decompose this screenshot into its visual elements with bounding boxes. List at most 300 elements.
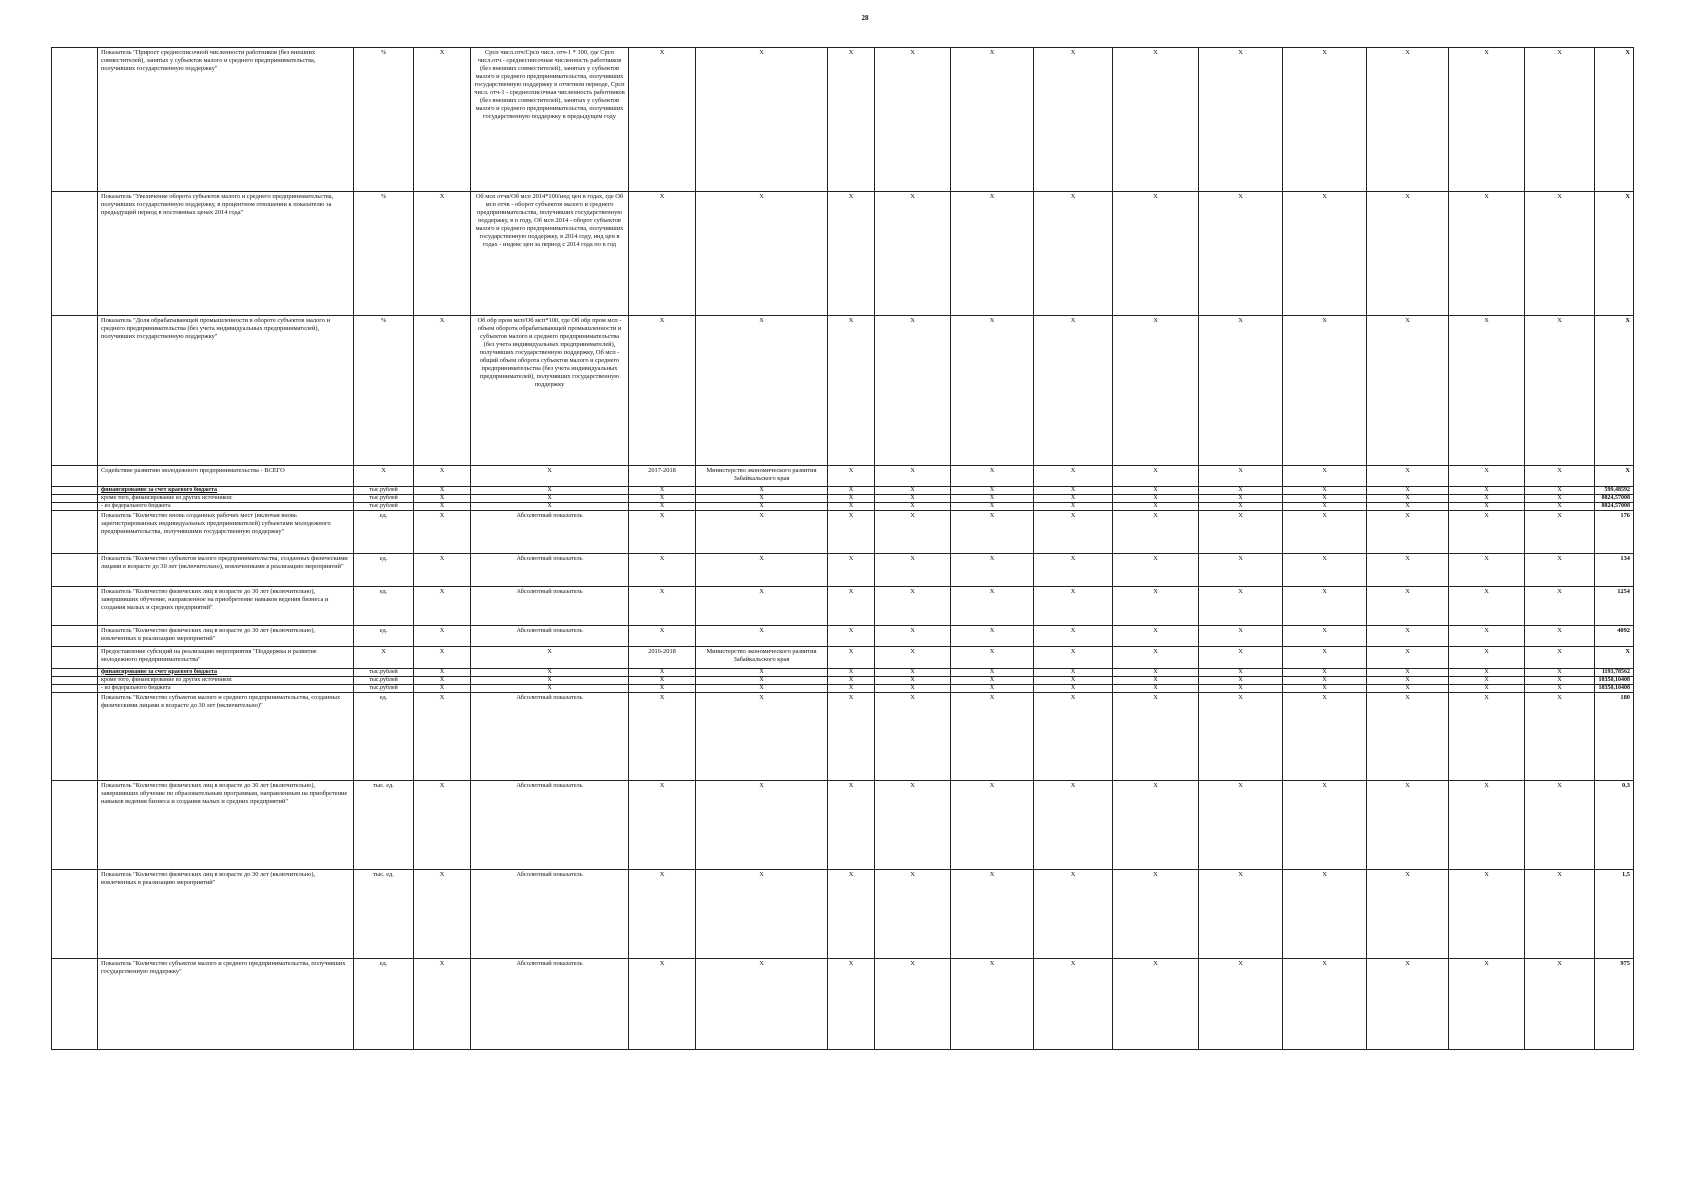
year-value-cell: X — [828, 587, 875, 626]
year-value-cell: X — [1525, 626, 1595, 647]
year-value-cell: X — [1113, 315, 1199, 465]
row-number-cell — [52, 668, 98, 676]
year-value-cell: X — [1525, 315, 1595, 465]
year-value-cell: X — [1449, 315, 1525, 465]
indicator-name-cell: Показатель "Количество субъектов малого предпринимательства, созданных физическими лицами в возрасте до 30 лет (включительно), вовлеченными в реализацию мероприятий" — [98, 554, 354, 587]
executor-cell: X — [696, 684, 828, 692]
unit-cell: ед. — [354, 692, 414, 780]
formula-cell: X — [471, 668, 629, 676]
row-number-cell — [52, 647, 98, 668]
table-row — [52, 587, 1634, 626]
year-value-cell: X — [1113, 647, 1199, 668]
total-cell: 0,3 — [1595, 781, 1634, 870]
year-value-cell: X — [1113, 487, 1199, 495]
year-value-cell: X — [875, 465, 951, 486]
value-cell: X — [414, 781, 471, 870]
year-value-cell: X — [1525, 870, 1595, 958]
total-cell: 975 — [1595, 958, 1634, 1049]
year-value-cell: X — [1113, 465, 1199, 486]
year-value-cell: X — [1367, 511, 1449, 554]
value-cell: X — [414, 495, 471, 503]
year-value-cell: X — [828, 647, 875, 668]
executor-cell: X — [696, 587, 828, 626]
table-row — [52, 668, 1634, 676]
year-value-cell: X — [875, 503, 951, 511]
year-value-cell: X — [828, 315, 875, 465]
period-cell: X — [629, 958, 696, 1049]
year-value-cell: X — [1367, 587, 1449, 626]
indicator-name-cell: - из федерального бюджета — [98, 503, 354, 511]
indicator-name-cell: финансирование за счет краевого бюджета — [98, 487, 354, 495]
year-value-cell: X — [1367, 48, 1449, 192]
total-cell: X — [1595, 465, 1634, 486]
year-value-cell: X — [1199, 554, 1283, 587]
year-value-cell: X — [1113, 781, 1199, 870]
period-cell: 2017-2018 — [629, 465, 696, 486]
year-value-cell: X — [875, 48, 951, 192]
executor-cell: X — [696, 503, 828, 511]
executor-cell: X — [696, 958, 828, 1049]
year-value-cell: X — [1199, 958, 1283, 1049]
year-value-cell: X — [875, 511, 951, 554]
period-cell: 2016-2018 — [629, 647, 696, 668]
year-value-cell: X — [1113, 48, 1199, 192]
year-value-cell: X — [1283, 48, 1367, 192]
year-value-cell: X — [828, 495, 875, 503]
indicator-name-cell: Показатель "Количество субъектов малого и среднего предпринимательства, созданных физическими лицами в возрасте до 30 лет (включительно)" — [98, 692, 354, 780]
year-value-cell: X — [1034, 958, 1113, 1049]
year-value-cell: X — [1283, 668, 1367, 676]
year-value-cell: X — [1283, 692, 1367, 780]
total-cell: 1254 — [1595, 587, 1634, 626]
year-value-cell: X — [1283, 626, 1367, 647]
year-value-cell: X — [951, 684, 1034, 692]
year-value-cell: X — [1034, 315, 1113, 465]
year-value-cell: X — [1283, 554, 1367, 587]
unit-cell: ед. — [354, 511, 414, 554]
year-value-cell: X — [1283, 511, 1367, 554]
year-value-cell: X — [1367, 676, 1449, 684]
formula-cell: X — [471, 487, 629, 495]
year-value-cell: X — [1283, 870, 1367, 958]
year-value-cell: X — [1449, 495, 1525, 503]
unit-cell: ед. — [354, 958, 414, 1049]
year-value-cell: X — [1449, 958, 1525, 1049]
year-value-cell: X — [875, 692, 951, 780]
page-number: 28 — [861, 14, 869, 22]
year-value-cell: X — [828, 48, 875, 192]
unit-cell: X — [354, 465, 414, 486]
year-value-cell: X — [1525, 587, 1595, 626]
year-value-cell: X — [875, 958, 951, 1049]
year-value-cell: X — [828, 870, 875, 958]
year-value-cell: X — [1199, 692, 1283, 780]
year-value-cell: X — [951, 192, 1034, 316]
total-cell: 134 — [1595, 554, 1634, 587]
year-value-cell: X — [951, 668, 1034, 676]
value-cell: X — [414, 676, 471, 684]
row-number-cell — [52, 626, 98, 647]
year-value-cell: X — [1113, 676, 1199, 684]
executor-cell: X — [696, 692, 828, 780]
indicator-name-cell: Предоставление субсидий на реализацию мероприятия "Поддержка и развитие молодежного предпринимательства" — [98, 647, 354, 668]
year-value-cell: X — [875, 487, 951, 495]
year-value-cell: X — [1367, 647, 1449, 668]
year-value-cell: X — [1525, 192, 1595, 316]
table-row — [52, 48, 1634, 192]
year-value-cell: X — [1199, 192, 1283, 316]
row-number-cell — [52, 503, 98, 511]
unit-cell: тыс.рублей — [354, 495, 414, 503]
period-cell: X — [629, 511, 696, 554]
row-number-cell — [52, 192, 98, 316]
value-cell: X — [414, 958, 471, 1049]
formula-cell: X — [471, 684, 629, 692]
indicator-name-cell: Показатель "Прирост среднесписочной численности работников (без внешних совместителей), занятых у субъектов малого и среднего предпринимательства, получивших государственную поддержку" — [98, 48, 354, 192]
formula-cell: Абсолютный показатель — [471, 870, 629, 958]
executor-cell: X — [696, 495, 828, 503]
executor-cell: Министерство экономического развития Забайкальского края — [696, 465, 828, 486]
year-value-cell: X — [1449, 503, 1525, 511]
table-row — [52, 554, 1634, 587]
year-value-cell: X — [1367, 503, 1449, 511]
year-value-cell: X — [1367, 315, 1449, 465]
table-row — [52, 487, 1634, 495]
year-value-cell: X — [1449, 465, 1525, 486]
formula-cell: Абсолютный показатель — [471, 781, 629, 870]
year-value-cell: X — [1449, 587, 1525, 626]
executor-cell: Министерство экономического развития Забайкальского края — [696, 647, 828, 668]
year-value-cell: X — [1283, 503, 1367, 511]
year-value-cell: X — [828, 192, 875, 316]
indicator-name-cell: кроме того, финансирование из других источников: — [98, 495, 354, 503]
table-row — [52, 692, 1634, 780]
year-value-cell: X — [1199, 676, 1283, 684]
indicator-name-cell: Показатель "Количество вновь созданных рабочих мест (включая вновь зарегистрированных индивидуальных предпринимателей) субъектами молодежного предпринимательства, получившими государственную поддержку" — [98, 511, 354, 554]
year-value-cell: X — [1034, 676, 1113, 684]
year-value-cell: X — [875, 781, 951, 870]
year-value-cell: X — [1113, 668, 1199, 676]
table-row — [52, 676, 1634, 684]
year-value-cell: X — [1525, 676, 1595, 684]
year-value-cell: X — [1199, 587, 1283, 626]
year-value-cell: X — [1199, 315, 1283, 465]
year-value-cell: X — [1449, 676, 1525, 684]
year-value-cell: X — [951, 958, 1034, 1049]
year-value-cell: X — [1283, 958, 1367, 1049]
executor-cell: X — [696, 554, 828, 587]
year-value-cell: X — [1199, 465, 1283, 486]
year-value-cell: X — [875, 870, 951, 958]
formula-cell: X — [471, 503, 629, 511]
indicator-name-cell: Содействие развитию молодежного предпринимательства - ВСЕГО — [98, 465, 354, 486]
year-value-cell: X — [951, 692, 1034, 780]
year-value-cell: X — [1199, 781, 1283, 870]
year-value-cell: X — [1449, 684, 1525, 692]
year-value-cell: X — [1525, 554, 1595, 587]
year-value-cell: X — [828, 503, 875, 511]
table-row — [52, 503, 1634, 511]
value-cell: X — [414, 647, 471, 668]
executor-cell: X — [696, 511, 828, 554]
indicator-name-cell: Показатель "Увеличение оборота субъектов малого и среднего предпринимательства, получивших государственную поддержку, в процентном отношении к показателю за предыдущий период в постоянных ценах 2014 года" — [98, 192, 354, 316]
year-value-cell: X — [1449, 48, 1525, 192]
row-number-cell — [52, 511, 98, 554]
year-value-cell: X — [875, 676, 951, 684]
table-row — [52, 647, 1634, 668]
executor-cell: X — [696, 668, 828, 676]
value-cell: X — [414, 668, 471, 676]
formula-cell: X — [471, 495, 629, 503]
year-value-cell: X — [1199, 668, 1283, 676]
year-value-cell: X — [1034, 503, 1113, 511]
year-value-cell: X — [951, 495, 1034, 503]
year-value-cell: X — [828, 511, 875, 554]
period-cell: X — [629, 587, 696, 626]
year-value-cell: X — [1034, 626, 1113, 647]
year-value-cell: X — [875, 554, 951, 587]
year-value-cell: X — [875, 192, 951, 316]
unit-cell: ед. — [354, 626, 414, 647]
year-value-cell: X — [1449, 781, 1525, 870]
table-row — [52, 465, 1634, 486]
year-value-cell: X — [1283, 465, 1367, 486]
year-value-cell: X — [1449, 668, 1525, 676]
year-value-cell: X — [1283, 192, 1367, 316]
indicator-name-cell: Показатель "Доля обрабатывающей промышленности в обороте субъектов малого и среднего предпринимательства (без учета индивидуальных предпринимателей), получивших государственную поддержку" — [98, 315, 354, 465]
formula-cell: Абсолютный показатель — [471, 626, 629, 647]
year-value-cell: X — [951, 647, 1034, 668]
year-value-cell: X — [1034, 554, 1113, 587]
formula-cell: Абсолютный показатель — [471, 554, 629, 587]
year-value-cell: X — [875, 626, 951, 647]
year-value-cell: X — [1283, 587, 1367, 626]
year-value-cell: X — [1449, 511, 1525, 554]
indicator-name-cell: финансирование за счет краевого бюджета — [98, 668, 354, 676]
year-value-cell: X — [1525, 487, 1595, 495]
unit-cell: тыс.рублей — [354, 487, 414, 495]
unit-cell: тыс.рублей — [354, 503, 414, 511]
year-value-cell: X — [1367, 692, 1449, 780]
total-cell: 4092 — [1595, 626, 1634, 647]
year-value-cell: X — [1034, 511, 1113, 554]
value-cell: X — [414, 870, 471, 958]
year-value-cell: X — [1525, 781, 1595, 870]
total-cell: X — [1595, 48, 1634, 192]
year-value-cell: X — [1367, 958, 1449, 1049]
year-value-cell: X — [951, 487, 1034, 495]
formula-cell: X — [471, 647, 629, 668]
year-value-cell: X — [828, 676, 875, 684]
year-value-cell: X — [1283, 684, 1367, 692]
year-value-cell: X — [1199, 511, 1283, 554]
year-value-cell: X — [828, 465, 875, 486]
indicator-name-cell: Показатель "Количество субъектов малого и среднего предпринимательства, получивших государственную поддержку" — [98, 958, 354, 1049]
indicator-name-cell: - из федерального бюджета — [98, 684, 354, 692]
year-value-cell: X — [1525, 684, 1595, 692]
formula-cell: Об мсп отчв/Об мсп 2014*100/инд цен в годах, где Об мсп отчв - оборот субъектов малого и среднего предпринимательства, получивших государственную поддержку, в n году, Об мсп 2014 - оборот субъектов малого и среднего предпринимательства, получивших государственную поддержку, в 2014 году, инд цен в годах - индекс цен за период с 2014 года по n год — [471, 192, 629, 316]
year-value-cell: X — [1449, 554, 1525, 587]
year-value-cell: X — [828, 684, 875, 692]
total-cell: 10350,10408 — [1595, 684, 1634, 692]
year-value-cell: X — [1199, 495, 1283, 503]
value-cell: X — [414, 503, 471, 511]
year-value-cell: X — [1367, 684, 1449, 692]
period-cell: X — [629, 495, 696, 503]
year-value-cell: X — [1283, 676, 1367, 684]
row-number-cell — [52, 587, 98, 626]
year-value-cell: X — [1367, 487, 1449, 495]
total-cell: 1193,78562 — [1595, 668, 1634, 676]
period-cell: X — [629, 676, 696, 684]
table-row — [52, 781, 1634, 870]
year-value-cell: X — [1199, 870, 1283, 958]
value-cell: X — [414, 511, 471, 554]
total-cell: 180 — [1595, 692, 1634, 780]
year-value-cell: X — [1113, 684, 1199, 692]
formula-cell: X — [471, 676, 629, 684]
year-value-cell: X — [1199, 487, 1283, 495]
total-cell: 8824,57008 — [1595, 503, 1634, 511]
year-value-cell: X — [1199, 503, 1283, 511]
year-value-cell: X — [1034, 587, 1113, 626]
table-row — [52, 315, 1634, 465]
year-value-cell: X — [1113, 870, 1199, 958]
row-number-cell — [52, 554, 98, 587]
unit-cell: тыс. ед. — [354, 781, 414, 870]
year-value-cell: X — [1113, 626, 1199, 647]
row-number-cell — [52, 684, 98, 692]
formula-cell: X — [471, 465, 629, 486]
year-value-cell: X — [1449, 870, 1525, 958]
total-cell: X — [1595, 647, 1634, 668]
value-cell: X — [414, 626, 471, 647]
year-value-cell: X — [1283, 647, 1367, 668]
total-cell: X — [1595, 315, 1634, 465]
year-value-cell: X — [951, 676, 1034, 684]
year-value-cell: X — [1449, 192, 1525, 316]
year-value-cell: X — [828, 668, 875, 676]
year-value-cell: X — [1525, 647, 1595, 668]
period-cell: X — [629, 781, 696, 870]
indicator-name-cell: Показатель "Количество физических лиц в возрасте до 30 лет (включительно), вовлеченных в реализацию мероприятий" — [98, 870, 354, 958]
year-value-cell: X — [1283, 315, 1367, 465]
year-value-cell: X — [1525, 48, 1595, 192]
year-value-cell: X — [1283, 781, 1367, 870]
year-value-cell: X — [951, 511, 1034, 554]
year-value-cell: X — [1283, 495, 1367, 503]
formula-cell: Абсолютный показатель — [471, 692, 629, 780]
year-value-cell: X — [1034, 465, 1113, 486]
value-cell: X — [414, 315, 471, 465]
value-cell: X — [414, 684, 471, 692]
year-value-cell: X — [1525, 958, 1595, 1049]
row-number-cell — [52, 781, 98, 870]
unit-cell: % — [354, 48, 414, 192]
year-value-cell: X — [1199, 684, 1283, 692]
value-cell: X — [414, 465, 471, 486]
year-value-cell: X — [1034, 781, 1113, 870]
year-value-cell: X — [828, 958, 875, 1049]
year-value-cell: X — [951, 626, 1034, 647]
total-cell: 1,5 — [1595, 870, 1634, 958]
row-number-cell — [52, 495, 98, 503]
year-value-cell: X — [1525, 511, 1595, 554]
year-value-cell: X — [1034, 668, 1113, 676]
year-value-cell: X — [951, 503, 1034, 511]
year-value-cell: X — [1199, 626, 1283, 647]
unit-cell: тыс.рублей — [354, 684, 414, 692]
value-cell: X — [414, 48, 471, 192]
year-value-cell: X — [828, 626, 875, 647]
table-body — [52, 48, 1634, 1050]
value-cell: X — [414, 192, 471, 316]
executor-cell: X — [696, 48, 828, 192]
indicator-name-cell: Показатель "Количество физических лиц в возрасте до 30 лет (включительно), завершивших обучение, направленное на приобретение навыков ведения бизнеса и создания малых и средних предприятий" — [98, 587, 354, 626]
period-cell: X — [629, 668, 696, 676]
total-cell: 10350,10408 — [1595, 676, 1634, 684]
total-cell: 176 — [1595, 511, 1634, 554]
year-value-cell: X — [1449, 647, 1525, 668]
table-row — [52, 684, 1634, 692]
row-number-cell — [52, 692, 98, 780]
year-value-cell: X — [875, 315, 951, 465]
total-cell: X — [1595, 192, 1634, 316]
period-cell: X — [629, 692, 696, 780]
year-value-cell: X — [1525, 465, 1595, 486]
indicator-name-cell: кроме того, финансирование из других источников: — [98, 676, 354, 684]
year-value-cell: X — [951, 315, 1034, 465]
total-cell: 599,48592 — [1595, 487, 1634, 495]
year-value-cell: X — [1113, 192, 1199, 316]
year-value-cell: X — [1449, 692, 1525, 780]
unit-cell: тыс.рублей — [354, 676, 414, 684]
formula-cell: Срсп числ.отч/Срсп числ. отч-1 * 100, где Срсп числ.отч - среднесписочная численность работников (без внешних совместителей), занятых у субъектов малого и среднего предпринимательства, получивших государственную поддержку в отчетном периоде, Срсп числ. отч-1 - среднесписочная численность работников (без внешних совместителей), занятых у субъектов малого и среднего предпринимательства, получивших государственную поддержку в предыдущем году — [471, 48, 629, 192]
value-cell: X — [414, 587, 471, 626]
year-value-cell: X — [1034, 870, 1113, 958]
year-value-cell: X — [951, 587, 1034, 626]
year-value-cell: X — [951, 781, 1034, 870]
year-value-cell: X — [1034, 684, 1113, 692]
period-cell: X — [629, 48, 696, 192]
period-cell: X — [629, 192, 696, 316]
table-row — [52, 495, 1634, 503]
row-number-cell — [52, 48, 98, 192]
year-value-cell: X — [951, 554, 1034, 587]
formula-cell: Об обр пром мсп/Об мсп*100, где Об обр пром мсп - объем оборота обрабатывающей промышленности и субъектов малого и среднего предпринимательства (без учета индивидуальных предпринимателей), получивших государственную поддержку, Об мсп - общий объем оборота субъектов малого и среднего предпринимательства (без учета индивидуальных предпринимателей), получивших государственную поддержку — [471, 315, 629, 465]
year-value-cell: X — [1367, 870, 1449, 958]
year-value-cell: X — [1199, 48, 1283, 192]
year-value-cell: X — [1367, 626, 1449, 647]
year-value-cell: X — [1525, 692, 1595, 780]
unit-cell: ед. — [354, 554, 414, 587]
year-value-cell: X — [875, 684, 951, 692]
year-value-cell: X — [1525, 668, 1595, 676]
year-value-cell: X — [828, 554, 875, 587]
table-row — [52, 958, 1634, 1049]
period-cell: X — [629, 626, 696, 647]
period-cell: X — [629, 554, 696, 587]
year-value-cell: X — [1034, 495, 1113, 503]
row-number-cell — [52, 870, 98, 958]
year-value-cell: X — [951, 465, 1034, 486]
period-cell: X — [629, 315, 696, 465]
table-row — [52, 870, 1634, 958]
year-value-cell: X — [1367, 465, 1449, 486]
year-value-cell: X — [1199, 647, 1283, 668]
row-number-cell — [52, 676, 98, 684]
year-value-cell: X — [1449, 487, 1525, 495]
